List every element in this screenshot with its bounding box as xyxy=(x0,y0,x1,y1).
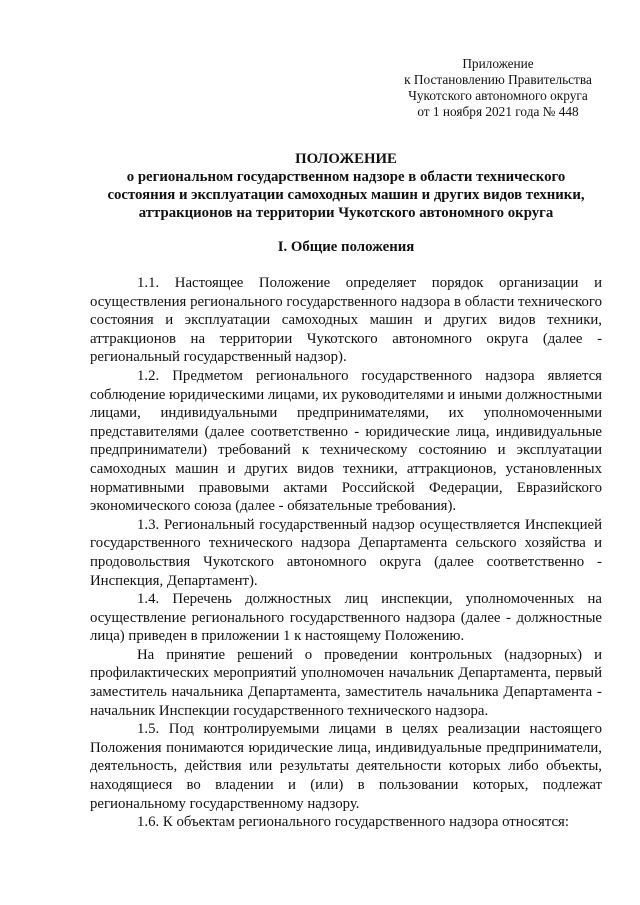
document-body xyxy=(90,274,602,832)
paragraph-1-4-decisions: На принятие решений о проведении контрольных (надзорных) и профилактических мероприятий уполномочен начальник Департамента, первый заместитель начальника Департамента, заместитель начальника Департамента - начальник Инспекции государственного технического надзора. xyxy=(90,646,602,719)
paragraph-1-5: 1.5. Под контролируемыми лицами в целях реализации настоящего Положения понимаются юридические лица, индивидуальные предприниматели, деятельность, действия или результаты деятельности которых либо объекты, находящиеся во владении и (или) в пользовании которых, подлежат региональному государственному надзору. xyxy=(90,721,602,812)
title-line-3: аттракционов на территории Чукотского автономного округа xyxy=(138,205,554,221)
paragraph-1-3: 1.3. Региональный государственный надзор осуществляется Инспекцией государственного технического надзора Департамента сельского хозяйства и продовольствия Чукотского автономного округа (далее соответственно - Инспекция, Департамент). xyxy=(90,516,602,589)
paragraph-1-1: 1.1. Настоящее Положение определяет порядок организации и осуществления регионального государственного надзора в области технического состояния и эксплуатации самоходных машин и других видов техники, аттракционов на территории Чукотского автономного округа (далее - региональный государственный надзор). xyxy=(90,275,602,366)
title-line-1: о региональном государственном надзоре в области технического xyxy=(126,169,566,185)
section-heading: I. Общие положения xyxy=(277,239,415,255)
paragraph-1-2: 1.2. Предметом регионального государственного надзора является соблюдение юридическими лицами, их руководителями и иными должностными лицами, индивидуальными предпринимателями, их уполномоченными представителями (далее соответственно - юридические лица, индивидуальные предприниматели) требований к техническому состоянию и эксплуатации самоходных машин и других видов техники, аттракционов, установленных нормативными правовыми актами Российской Федерации, Евразийского экономического союза (далее - обязательные требования). xyxy=(90,367,602,515)
title-heading: ПОЛОЖЕНИЕ xyxy=(295,151,397,167)
document-title xyxy=(90,150,602,222)
title-line-2: состояния и эксплуатации самоходных машин и других видов техники, xyxy=(107,187,585,203)
appendix-line-2: к Постановлению Правительства xyxy=(404,72,592,87)
appendix-line-4: от 1 ноября 2021 года № 448 xyxy=(417,104,579,119)
paragraph-1-4: 1.4. Перечень должностных лиц инспекции, уполномоченных на осуществление регионального государственного надзора (далее - должностные лица) приведен в приложении 1 к настоящему Положению. xyxy=(90,591,602,645)
appendix-line-1: Приложение xyxy=(462,56,534,71)
appendix-block xyxy=(398,56,598,120)
appendix-line-3: Чукотского автономного округа xyxy=(408,88,588,103)
paragraph-1-6: 1.6. К объектам регионального государственного надзора относятся: xyxy=(137,814,569,831)
